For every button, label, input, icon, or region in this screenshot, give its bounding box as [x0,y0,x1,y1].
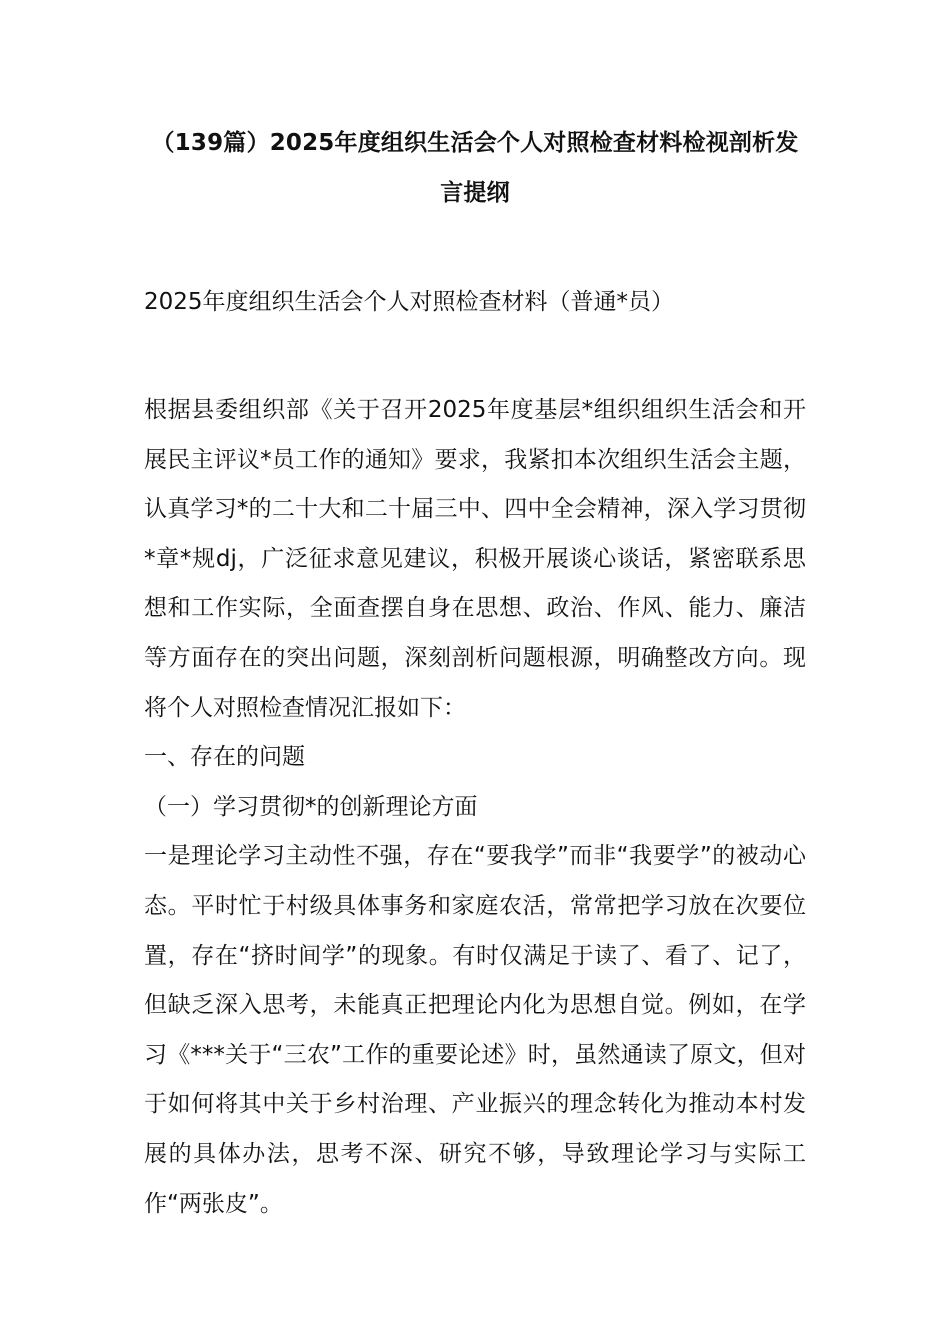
document-title: （139篇）2025年度组织生活会个人对照检查材料检视剖析发言提纲 [151,130,799,206]
section-heading: 一、存在的问题 [144,744,305,771]
subsection-heading: （一）学习贯彻*的创新理论方面 [144,793,478,820]
intro-paragraph: 根据县委组织部《关于召开2025年度基层*组织组织生活会和开展民主评议*员工作的通知》要求，我紧扣本次组织生活会主题，认真学习*的二十大和二十届三中、四中全会精神，深入学习贯彻*章*规dj，广泛征求意见建议，积极开展谈心谈话，紧密联系思想和工作实际，全面查摆自身在思想、政治、作风、能力、廉洁等方面存在的突出问题，深刻剖析问题根源，明确整改方向。现将个人对照检查情况汇报如下： [144,397,806,721]
document-subtitle: 2025年度组织生活会个人对照检查材料（普通*员） [144,289,675,315]
point-paragraph: 一是理论学习主动性不强，存在“要我学”而非“我要学”的被动心态。平时忙于村级具体事务和家庭农活，常常把学习放在次要位置，存在“挤时间学”的现象。有时仅满足于读了、看了、记了，但缺乏深入思考，未能真正把理论内化为思想自觉。例如，在学习《***关于“三农”工作的重要论述》时，虽然通读了原文，但对于如何将其中关于乡村治理、产业振兴的理念转化为推动本村发展的具体办法，思考不深、研究不够，导致理论学习与实际工作“两张皮”。 [144,843,806,1217]
document-body [144,386,806,1229]
